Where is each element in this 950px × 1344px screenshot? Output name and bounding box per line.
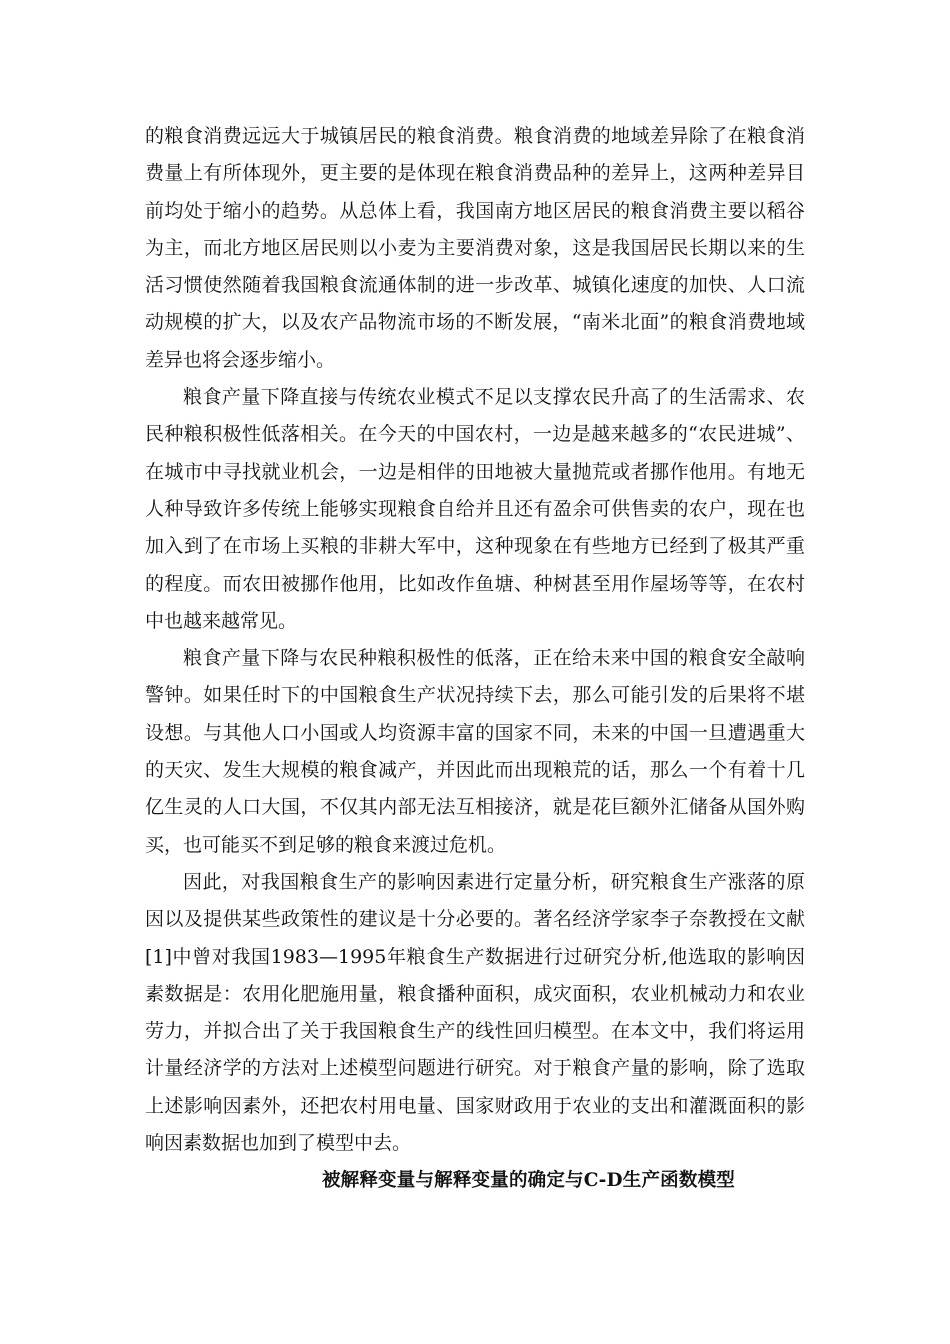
paragraph-grain-output-decline: 粮食产量下降直接与传统农业模式不足以支撑农民升高了的生活需求、农民种粮积极性低落相关。在今天的中国农村，一边是越来越多的“农民进城”、在城市中寻找就业机会，一边是相伴的田地被大量抛荒或者挪作他用。有地无人种导致许多传统上能够实现粮食自给并且还有盈余可供售卖的农户，现在也加入到了在市场上买粮的非耕大军中，这种现象在有些地方已经到了极其严重的程度。而农田被挪作他用，比如改作鱼塘、种树甚至用作屋场等等，在农村中也越来越常见。	[145, 386, 805, 632]
paragraph-quantitative-analysis: 因此，对我国粮食生产的影响因素进行定量分析，研究粮食生产涨落的原因以及提供某些政策性的建议是十分必要的。著名经济学家李子奈教授在文献[1]中曾对我国1983—1995年粮食生产数据进行过研究分析,他选取的影响因素数据是：农用化肥施用量，粮食播种面积，成灾面积，农业机械动力和农业劳力，并拟合出了关于我国粮食生产的线性回归模型。在本文中，我们将运用计量经济学的方法对上述模型问题进行研究。对于粮食产量的影响，除了选取上述影响因素外，还把农村用电量、国家财政用于农业的支出和灌溉面积的影响因素数据也加到了模型中去。	[145, 870, 805, 1155]
paragraph-food-security-warning: 粮食产量下降与农民种粮积极性的低落，正在给未来中国的粮食安全敲响警钟。如果任时下的中国粮食生产状况持续下去，那么可能引发的后果将不堪设想。与其他人口小国或人均资源丰富的国家不同，未来的中国一旦遭遇重大的天灾、发生大规模的粮食减产，并因此而出现粮荒的话，那么一个有着十几亿生灵的人口大国，不仅其内部无法互相接济，就是花巨额外汇储备从国外购买，也可能买不到足够的粮食来渡过危机。	[145, 647, 805, 856]
section-heading: 被解释变量与解释变量的确定与C-D生产函数模型	[321, 1170, 735, 1192]
document-body	[145, 118, 805, 1200]
paragraph-continued: 的粮食消费远远大于城镇居民的粮食消费。粮食消费的地域差异除了在粮食消费量上有所体现外，更主要的是体现在粮食消费品种的差异上，这两种差异目前均处于缩小的趋势。从总体上看，我国南方地区居民的粮食消费主要以稻谷为主，而北方地区居民则以小麦为主要消费对象，这是我国居民长期以来的生活习惯使然随着我国粮食流通体制的进一步改革、城镇化速度的加快、人口流动规模的扩大，以及农产品物流市场的不断发展，“南米北面”的粮食消费地域差异也将会逐步缩小。	[145, 125, 805, 371]
